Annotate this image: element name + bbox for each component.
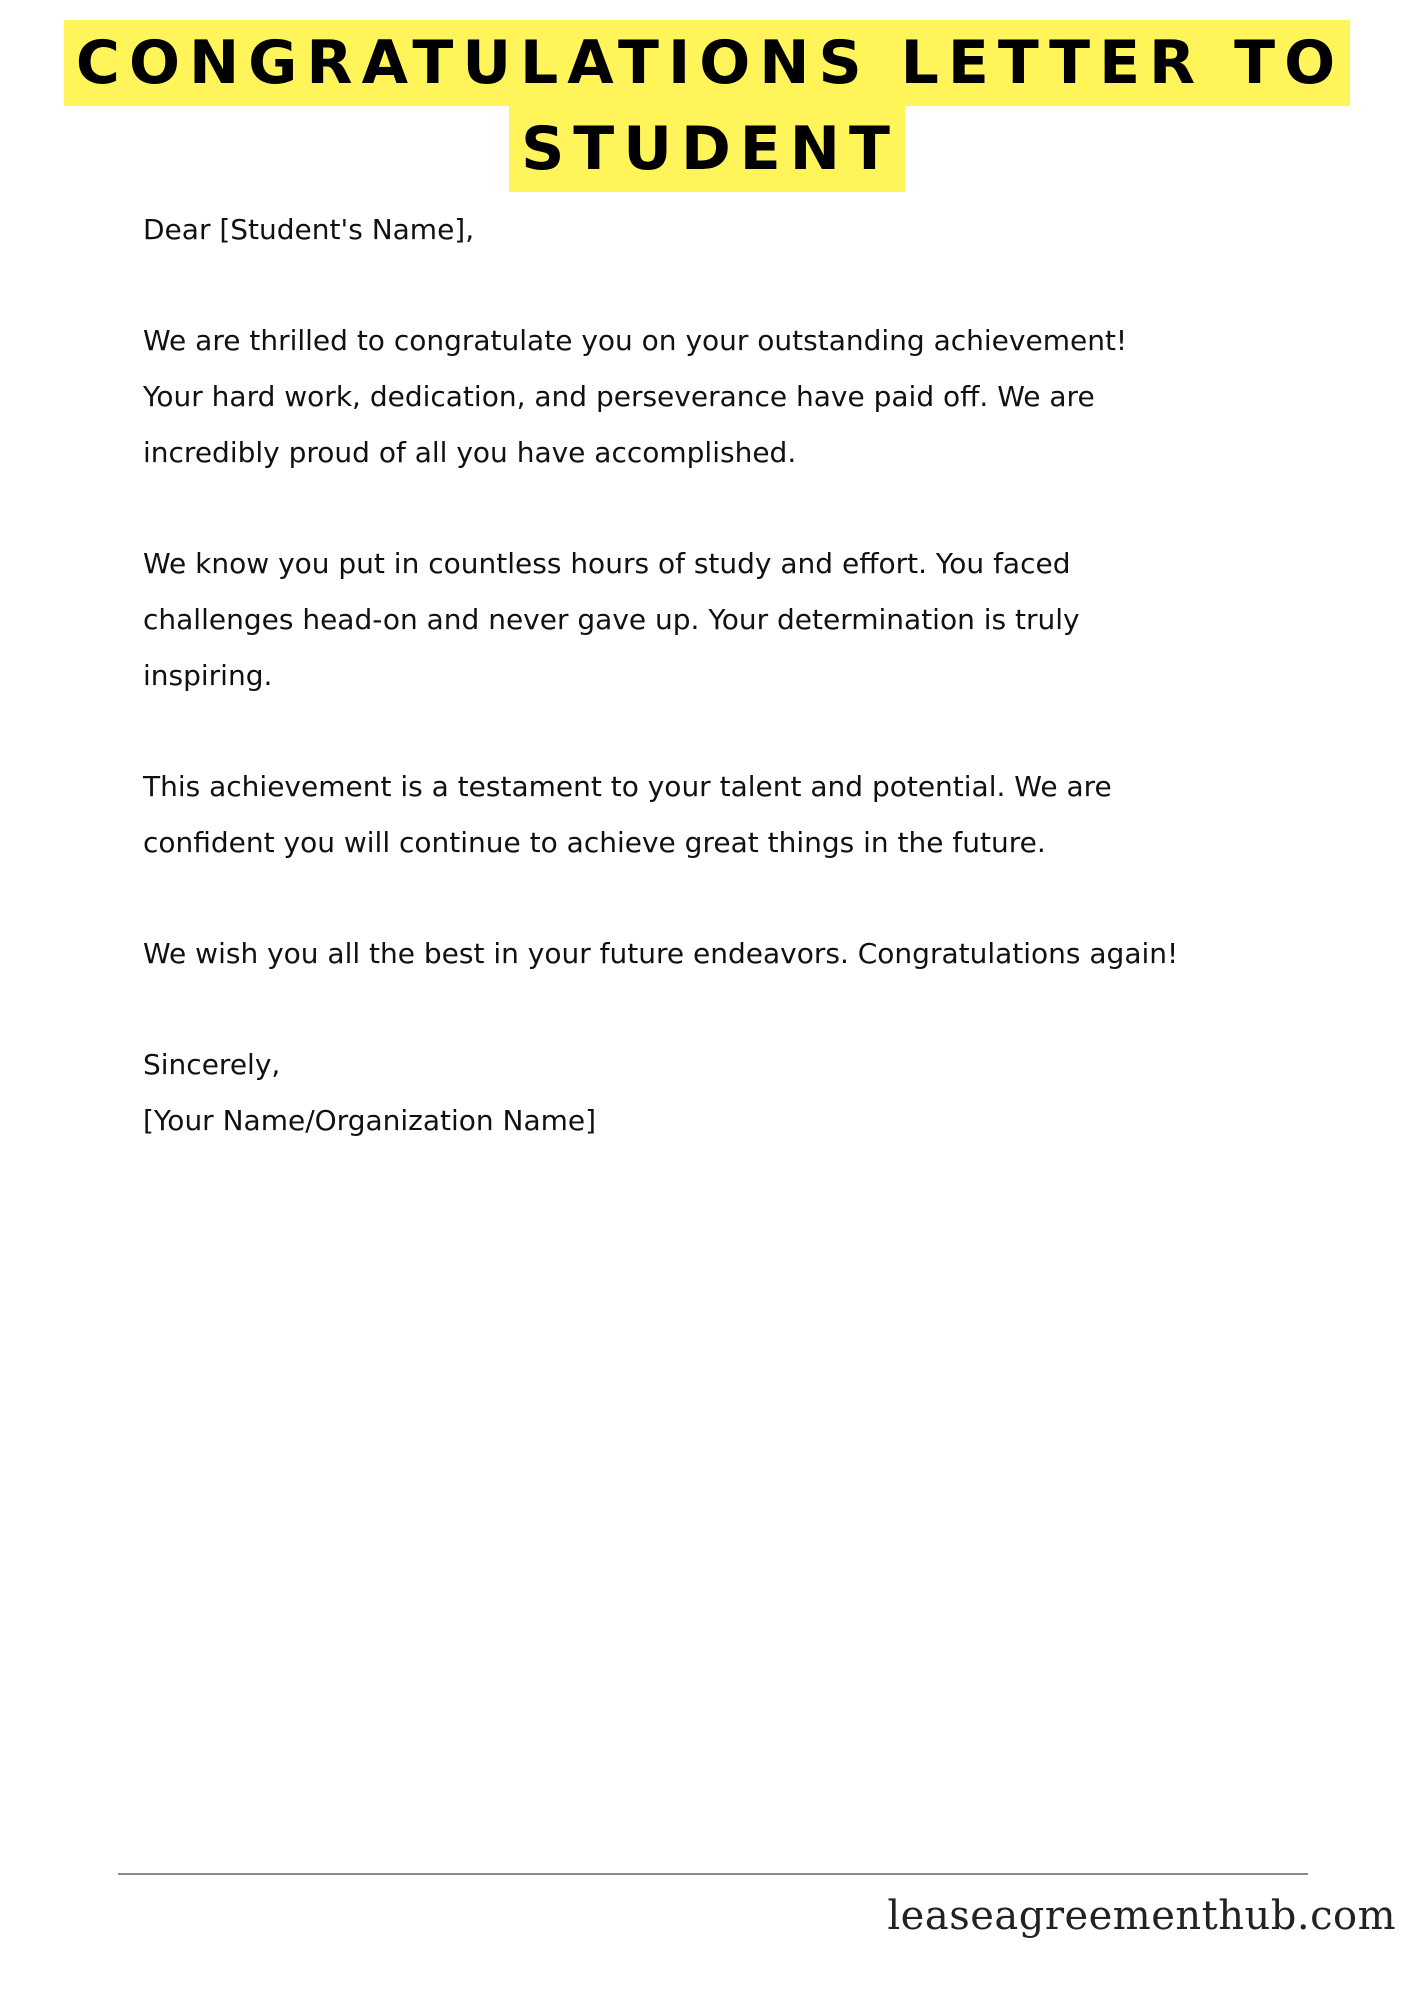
paragraph-line: confident you will continue to achieve great things in the future. (143, 826, 1046, 859)
closing-text: Sincerely, (143, 1048, 281, 1081)
closing-block (143, 1037, 1323, 1149)
paragraph-1 (143, 313, 1323, 481)
title-line-2: STUDENT (509, 106, 905, 192)
paragraph-3 (143, 759, 1323, 871)
footer-divider (118, 1873, 1308, 1875)
letter-body (143, 202, 1323, 1149)
paragraph-line: Your hard work, dedication, and perseverance have paid off. We are (143, 380, 1095, 413)
paragraph-line: We are thrilled to congratulate you on your outstanding achievement! (143, 324, 1128, 357)
footer-brand: leaseagreementhub.com (887, 1893, 1396, 1939)
paragraph-line: We know you put in countless hours of study and effort. You faced (143, 547, 1071, 580)
paragraph-line: We wish you all the best in your future endeavors. Congratulations again! (143, 937, 1179, 970)
paragraph-line: inspiring. (143, 659, 273, 692)
salutation-text: Dear [Student's Name], (143, 213, 475, 246)
title-line-1: CONGRATULATIONS LETTER TO (64, 20, 1350, 106)
document-title (0, 20, 1414, 192)
salutation (143, 202, 1323, 258)
paragraph-line: This achievement is a testament to your talent and potential. We are (143, 770, 1112, 803)
paragraph-2 (143, 536, 1323, 704)
signature-text: [Your Name/Organization Name] (143, 1104, 597, 1137)
paragraph-line: challenges head-on and never gave up. Your determination is truly (143, 603, 1080, 636)
paragraph-line: incredibly proud of all you have accomplished. (143, 436, 797, 469)
paragraph-4 (143, 926, 1323, 982)
